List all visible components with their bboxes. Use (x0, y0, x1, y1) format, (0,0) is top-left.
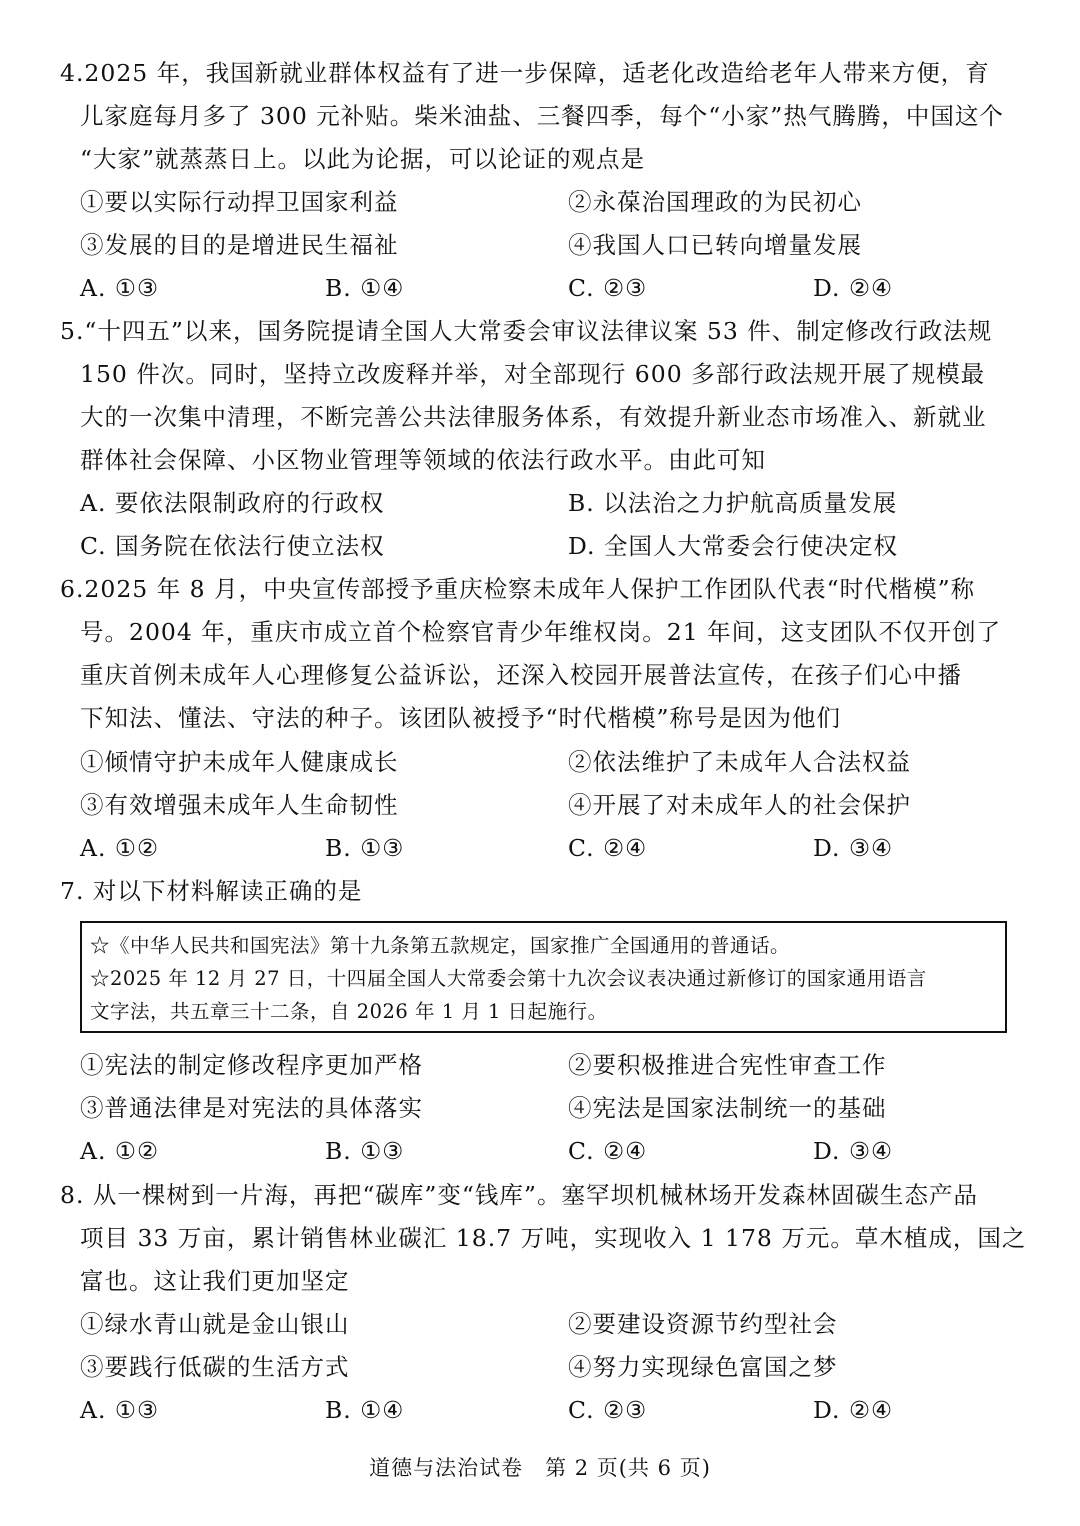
statement-item: ②依法维护了未成年人合法权益 (568, 748, 911, 776)
statement-item: ①宪法的制定修改程序更加严格 (80, 1051, 423, 1079)
question-8-stem (60, 1174, 1025, 1303)
question-6-choices (80, 827, 1020, 870)
choice-b[interactable]: B. ①③ (325, 834, 405, 862)
question-4-choices (80, 267, 1020, 310)
question-7-items-row-1 (80, 1044, 1020, 1087)
page-footer: 道德与法治试卷 第 2 页(共 6 页) (369, 1456, 711, 1480)
question-5-choices-row-1 (80, 482, 1020, 525)
question-5-choices-row-2 (80, 525, 1020, 568)
statement-item: ②要建设资源节约型社会 (568, 1310, 838, 1338)
stem-line: 富也。这让我们更加坚定 (80, 1267, 350, 1295)
question-4-items-row-1 (80, 181, 1020, 224)
choice-c[interactable]: C. ②④ (568, 834, 648, 862)
statement-item: ③普通法律是对宪法的具体落实 (80, 1094, 423, 1122)
question-6-items-row-1 (80, 741, 1020, 784)
stem-line: 5.“十四五”以来，国务院提请全国人大常委会审议法律议案 53 件、制定修改行政法规 (60, 317, 993, 345)
choice-b[interactable]: B. ①③ (325, 1137, 405, 1165)
material-box (80, 921, 1007, 1033)
question-8-items-row-2 (80, 1346, 1020, 1389)
choice-a[interactable]: A. ①③ (80, 274, 160, 302)
choice-a[interactable]: A. 要依法限制政府的行政权 (80, 489, 385, 517)
question-7-stem (60, 870, 1025, 913)
question-4-items-row-2 (80, 224, 1020, 267)
choice-d[interactable]: D. 全国人大常委会行使决定权 (568, 532, 898, 560)
statement-item: ①要以实际行动捍卫国家利益 (80, 188, 399, 216)
material-line: ☆《中华人民共和国宪法》第十九条第五款规定，国家推广全国通用的普通话。 (90, 934, 791, 957)
statement-item: ③要践行低碳的生活方式 (80, 1353, 350, 1381)
question-5-stem (60, 310, 1025, 482)
stem-line: 儿家庭每月多了 300 元补贴。柴米油盐、三餐四季，每个“小家”热气腾腾，中国这个 (80, 102, 1004, 130)
statement-item: ③发展的目的是增进民生福祉 (80, 231, 399, 259)
statement-item: ④开展了对未成年人的社会保护 (568, 791, 911, 819)
choice-b[interactable]: B. ①④ (325, 274, 405, 302)
stem-line: 群体社会保障、小区物业管理等领域的依法行政水平。由此可知 (80, 446, 766, 474)
material-line: 文字法，共五章三十二条，自 2026 年 1 月 1 日起施行。 (90, 1000, 608, 1023)
stem-line: 4.2025 年，我国新就业群体权益有了进一步保障，适老化改造给老年人带来方便，育 (60, 59, 990, 87)
stem-line: 8. 从一棵树到一片海，再把“碳库”变“钱库”。塞罕坝机械林场开发森林固碳生态产品 (60, 1181, 978, 1209)
stem-line: 项目 33 万亩，累计销售林业碳汇 18.7 万吨，实现收入 1 178 万元。草木植成，国之 (80, 1224, 1027, 1252)
stem-line: “大家”就蒸蒸日上。以此为论据，可以论证的观点是 (80, 145, 646, 173)
stem-line: 6.2025 年 8 月，中央宣传部授予重庆检察未成年人保护工作团队代表“时代楷模”称 (60, 575, 976, 603)
question-7-choices (80, 1130, 1020, 1173)
statement-item: ②永葆治国理政的为民初心 (568, 188, 862, 216)
statement-item: ③有效增强未成年人生命韧性 (80, 791, 399, 819)
statement-item: ①倾情守护未成年人健康成长 (80, 748, 399, 776)
stem-line: 下知法、懂法、守法的种子。该团队被授予“时代楷模”称号是因为他们 (80, 704, 842, 732)
stem-line: 重庆首例未成年人心理修复公益诉讼，还深入校园开展普法宣传，在孩子们心中播 (80, 661, 962, 689)
question-6-stem (60, 568, 1025, 740)
question-7-items-row-2 (80, 1087, 1020, 1130)
choice-d[interactable]: D. ②④ (813, 274, 894, 302)
question-6-items-row-2 (80, 784, 1020, 827)
stem-line: 大的一次集中清理，不断完善公共法律服务体系，有效提升新业态市场准入、新就业 (80, 403, 987, 431)
question-4-stem (60, 52, 1025, 181)
statement-item: ②要积极推进合宪性审查工作 (568, 1051, 887, 1079)
question-8-items-row-1 (80, 1303, 1020, 1346)
choice-d[interactable]: D. ③④ (813, 834, 894, 862)
choice-d[interactable]: D. ③④ (813, 1137, 894, 1165)
choice-c[interactable]: C. ②④ (568, 1137, 648, 1165)
statement-item: ④努力实现绿色富国之梦 (568, 1353, 838, 1381)
choice-d[interactable]: D. ②④ (813, 1396, 894, 1424)
choice-a[interactable]: A. ①② (80, 834, 160, 862)
stem-line: 7. 对以下材料解读正确的是 (60, 877, 363, 905)
statement-item: ④我国人口已转向增量发展 (568, 231, 862, 259)
material-line: ☆2025 年 12 月 27 日，十四届全国人大常委会第十九次会议表决通过新修订的国家通用语言 (90, 967, 927, 990)
choice-a[interactable]: A. ①② (80, 1137, 160, 1165)
choice-b[interactable]: B. 以法治之力护航高质量发展 (568, 489, 898, 517)
choice-b[interactable]: B. ①④ (325, 1396, 405, 1424)
question-8-choices (80, 1389, 1020, 1432)
statement-item: ④宪法是国家法制统一的基础 (568, 1094, 887, 1122)
statement-item: ①绿水青山就是金山银山 (80, 1310, 350, 1338)
stem-line: 150 件次。同时，坚持立改废释并举，对全部现行 600 多部行政法规开展了规模最 (80, 360, 986, 388)
choice-c[interactable]: C. ②③ (568, 1396, 648, 1424)
choice-c[interactable]: C. ②③ (568, 274, 648, 302)
stem-line: 号。2004 年，重庆市成立首个检察官青少年维权岗。21 年间，这支团队不仅开创了 (80, 618, 1002, 646)
choice-a[interactable]: A. ①③ (80, 1396, 160, 1424)
choice-c[interactable]: C. 国务院在依法行使立法权 (80, 532, 385, 560)
